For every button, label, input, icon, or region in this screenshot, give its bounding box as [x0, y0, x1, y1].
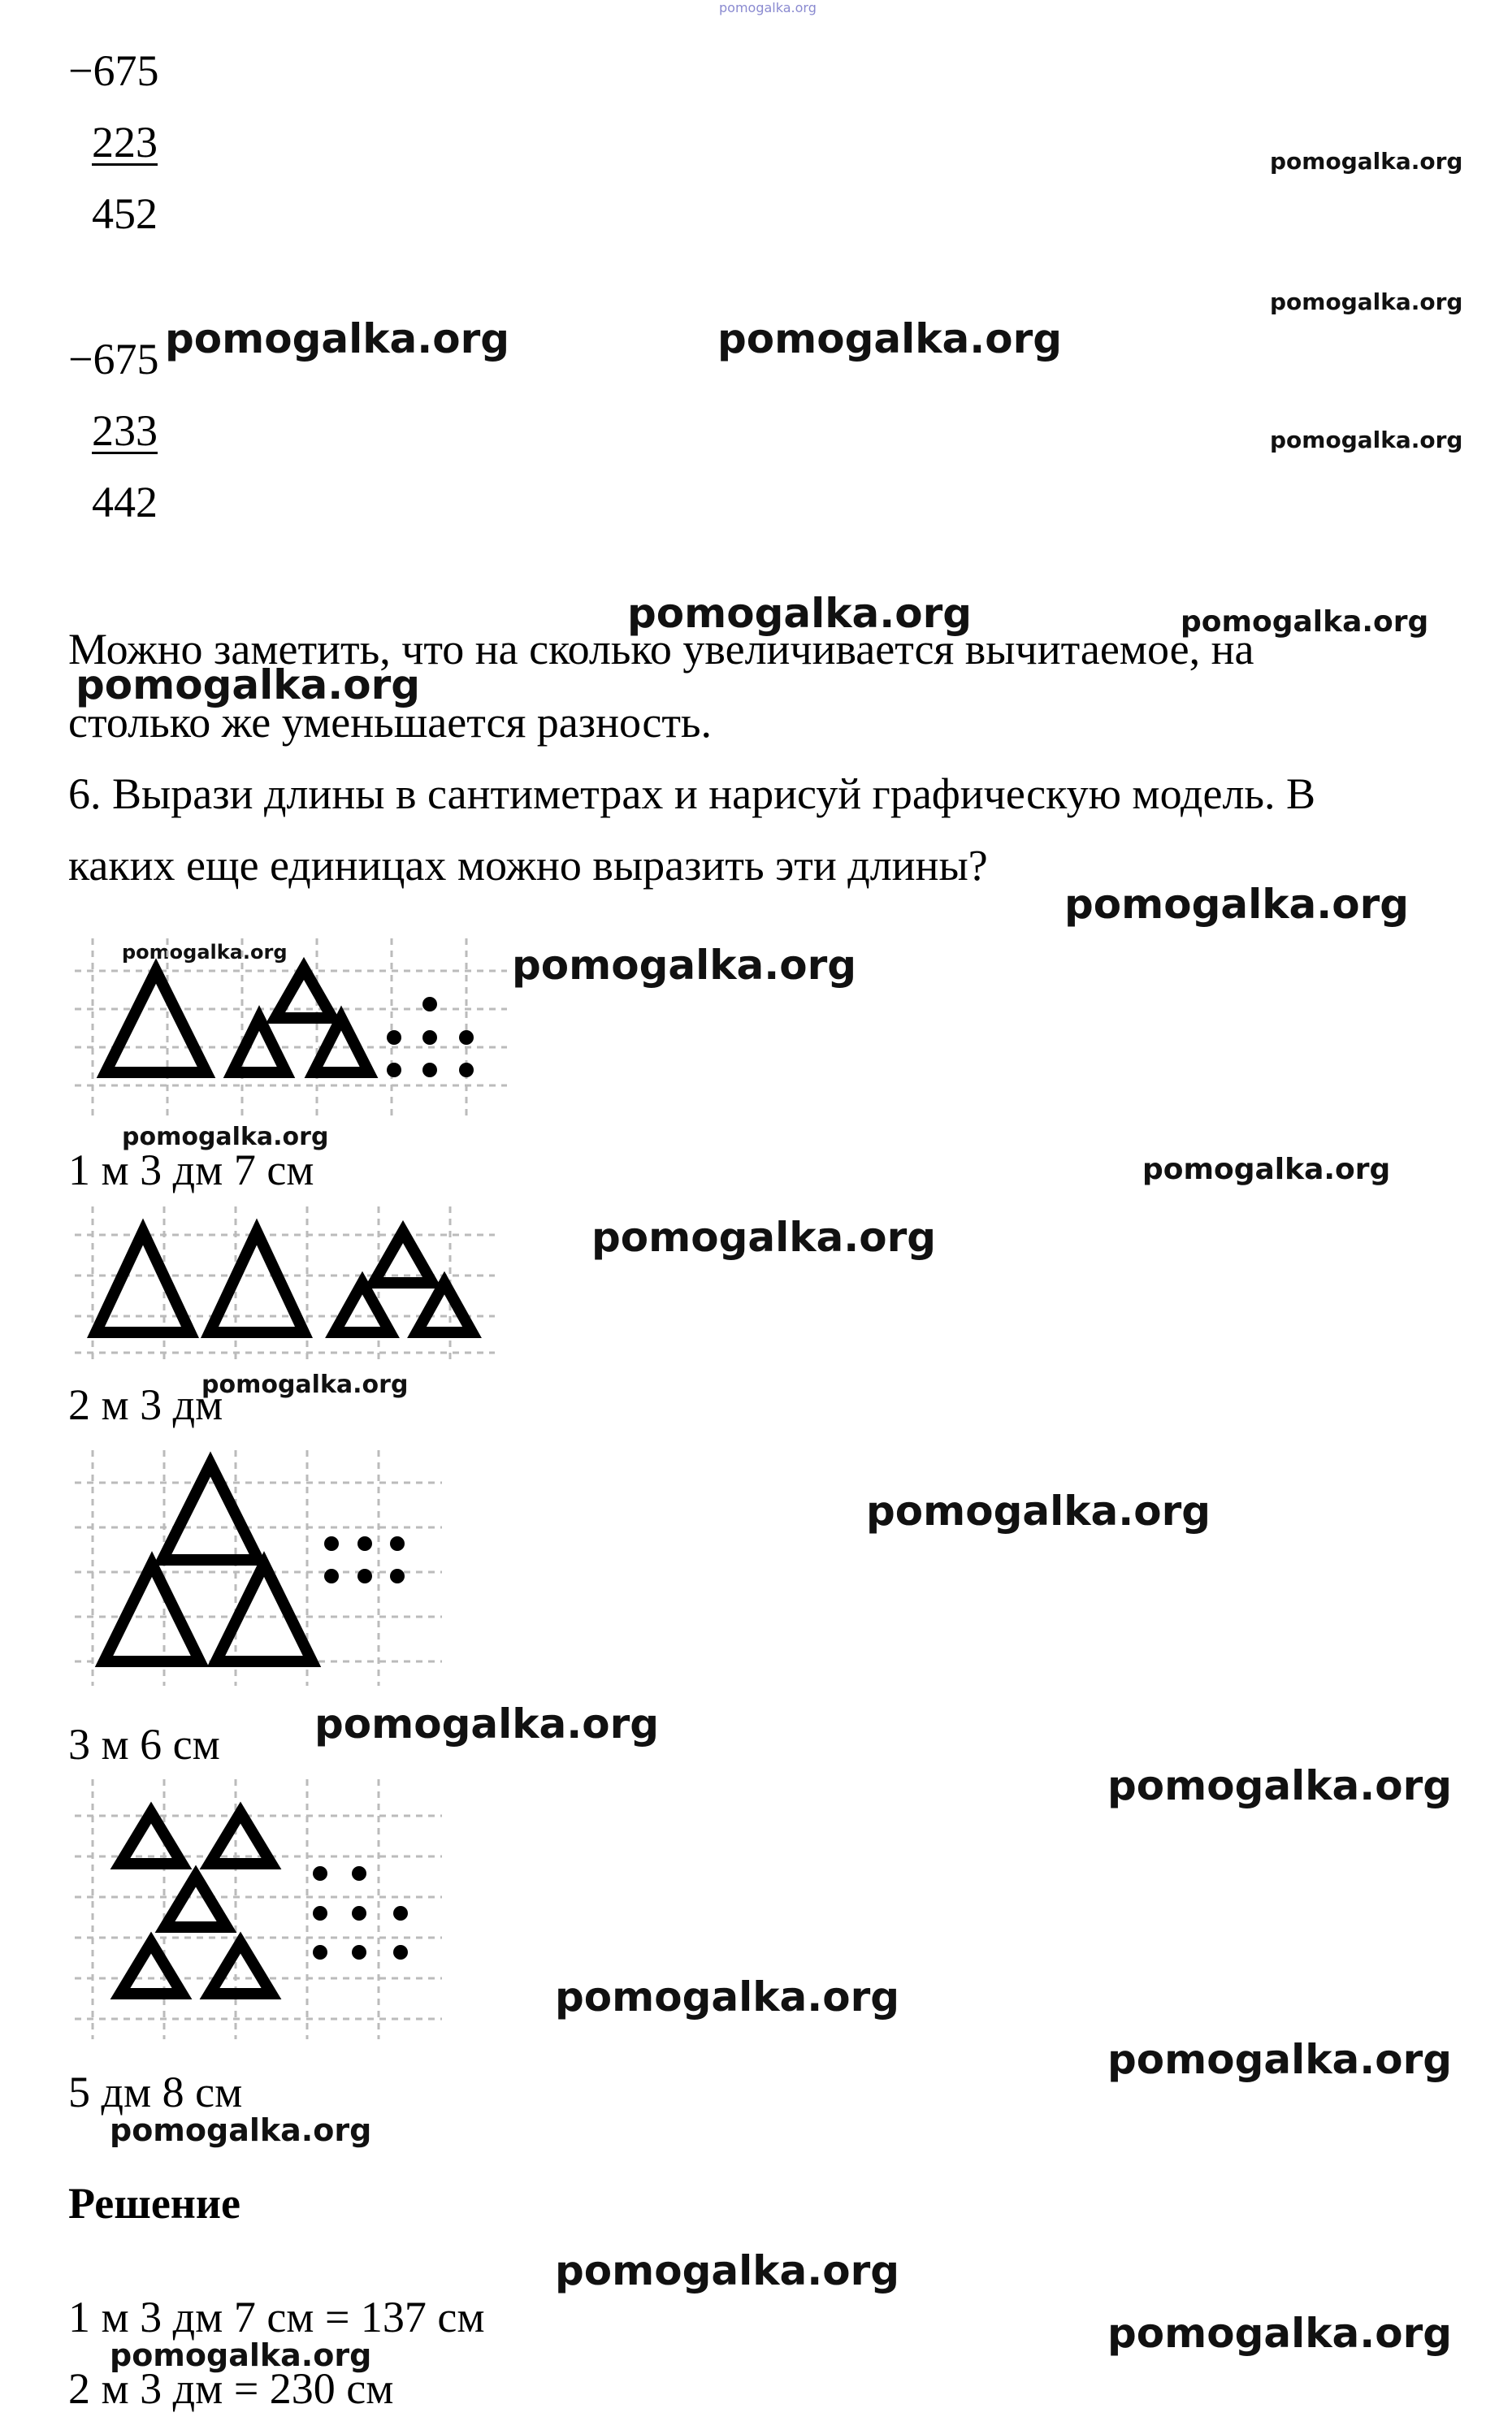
watermark[interactable]: pomogalka.org: [1270, 288, 1463, 315]
dot: [313, 1906, 327, 1921]
dot: [313, 1866, 327, 1881]
task-line-1: 6. Вырази длины в сантиметрах и нарисуй графическую модель. В: [68, 769, 1316, 818]
small-triangle: [314, 1018, 369, 1072]
watermark[interactable]: pomogalka.org: [866, 1488, 1211, 1535]
grid-lines: [75, 1779, 442, 2039]
solution-heading: Решение: [68, 2179, 240, 2228]
small-triangle: [210, 1813, 271, 1864]
big-triangle: [104, 1564, 200, 1661]
task-line-2: каких еще единицах можно выразить эти длины?: [68, 841, 988, 890]
minuend: −675: [68, 335, 159, 383]
watermark[interactable]: pomogalka.org: [1270, 148, 1463, 175]
dot: [352, 1906, 366, 1921]
small-triangle: [210, 1943, 271, 1994]
dot: [357, 1536, 372, 1551]
watermark[interactable]: pomogalka.org: [717, 315, 1063, 362]
watermark[interactable]: pomogalka.org: [1270, 427, 1463, 453]
watermark[interactable]: pomogalka.org: [1107, 2036, 1453, 2083]
small-triangle: [165, 1876, 227, 1927]
minuend: −675: [68, 46, 159, 95]
subtrahend: 233: [92, 406, 158, 455]
watermark[interactable]: pomogalka.org: [591, 1214, 937, 1261]
watermark[interactable]: pomogalka.org: [122, 1123, 329, 1151]
big-triangle: [216, 1564, 312, 1661]
model-2-figure: [68, 1202, 499, 1365]
dot: [357, 1569, 372, 1583]
solution-line-1: 1 м 3 дм 7 см = 137 см: [68, 2293, 485, 2341]
model-2-label: 2 м 3 дм: [68, 1380, 223, 1429]
dot: [324, 1536, 339, 1551]
dot: [459, 1030, 474, 1045]
small-triangle: [335, 1283, 390, 1332]
model-3-figure: [68, 1446, 446, 1690]
dot: [390, 1569, 405, 1583]
watermark[interactable]: pomogalka.org: [110, 2337, 372, 2373]
dot: [393, 1945, 408, 1960]
small-triangle: [120, 1943, 182, 1994]
dot: [313, 1945, 327, 1960]
watermark[interactable]: pomogalka.org: [512, 942, 857, 989]
watermark[interactable]: pomogalka.org: [555, 1973, 900, 2021]
watermark[interactable]: pomogalka.org: [555, 2247, 900, 2294]
watermark[interactable]: pomogalka.org: [110, 2112, 372, 2148]
subtrahend: 223: [92, 118, 158, 167]
grid-lines: [75, 938, 507, 1117]
big-triangle: [106, 971, 206, 1072]
watermark[interactable]: pomogalka.org: [1107, 2310, 1453, 2357]
watermark-top[interactable]: pomogalka.org: [719, 0, 817, 15]
watermark[interactable]: pomogalka.org: [1107, 1762, 1453, 1809]
watermark[interactable]: pomogalka.org: [122, 941, 288, 964]
big-triangle: [162, 1464, 258, 1560]
watermark[interactable]: pomogalka.org: [627, 590, 973, 637]
dot: [393, 1906, 408, 1921]
small-triangle: [374, 1232, 432, 1283]
dot: [352, 1945, 366, 1960]
dot: [352, 1866, 366, 1881]
difference: 442: [92, 478, 158, 526]
watermark[interactable]: pomogalka.org: [1064, 881, 1410, 928]
observation-line-2: столько же уменьшается разность.: [68, 698, 713, 747]
difference: 452: [92, 189, 158, 238]
dot: [390, 1536, 405, 1551]
watermark[interactable]: pomogalka.org: [165, 315, 510, 362]
watermark[interactable]: pomogalka.org: [1142, 1153, 1391, 1186]
dot: [387, 1030, 401, 1045]
small-triangle: [232, 1018, 286, 1072]
model-3-label: 3 м 6 см: [68, 1720, 220, 1769]
dot: [324, 1569, 339, 1583]
small-triangle: [275, 968, 332, 1018]
dot: [459, 1063, 474, 1077]
model-1-figure: [68, 934, 511, 1121]
model-4-figure: [68, 1775, 446, 2043]
model-1-label: 1 м 3 дм 7 см: [68, 1146, 314, 1194]
watermark[interactable]: pomogalka.org: [76, 661, 421, 708]
dot: [387, 1063, 401, 1077]
watermark[interactable]: pomogalka.org: [314, 1700, 660, 1748]
watermark[interactable]: pomogalka.org: [1181, 605, 1429, 639]
dot: [422, 997, 437, 1011]
observation-line-1: Можно заметить, что на сколько увеличивается вычитаемое, на: [68, 625, 1254, 674]
small-triangle: [417, 1283, 472, 1332]
watermark[interactable]: pomogalka.org: [201, 1371, 409, 1399]
solution-line-2: 2 м 3 дм = 230 см: [68, 2364, 394, 2413]
dot: [422, 1030, 437, 1045]
model-4-label: 5 дм 8 см: [68, 2068, 243, 2116]
dot: [422, 1063, 437, 1077]
